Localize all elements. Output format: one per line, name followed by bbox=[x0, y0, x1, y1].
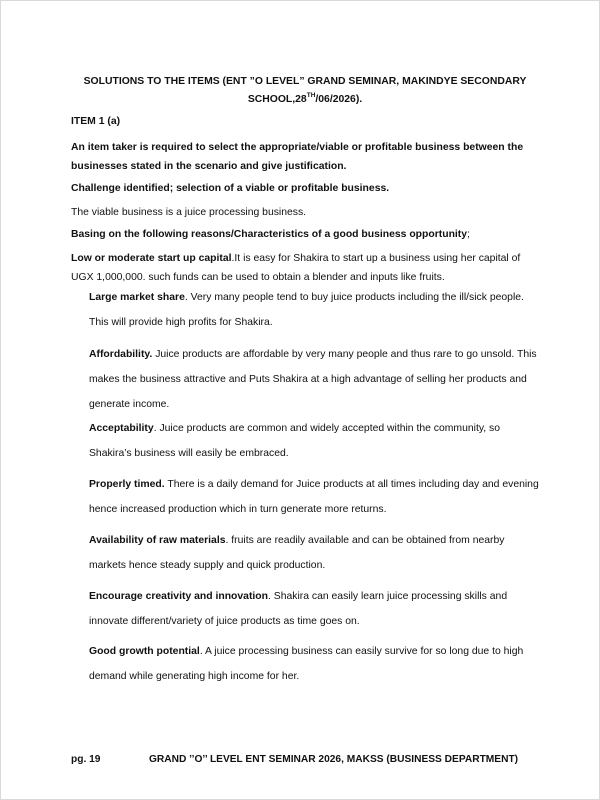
reason-title: Properly timed. bbox=[89, 479, 165, 490]
reason-low-capital-text: .It is easy for Shakira to start up a business using her capital of UGX 1,000,000. such funds can be used to obtain a blender and inputs like fruits. bbox=[71, 253, 521, 283]
reasons-heading-text: Basing on the following reasons/Characteristics of a good business opportunity bbox=[71, 229, 468, 240]
reason-growth-potential bbox=[89, 639, 541, 689]
reason-market-share bbox=[89, 285, 541, 335]
reason-creativity bbox=[89, 584, 541, 634]
reason-text: Juice products are affordable by very many people and thus rare to go unsold. This makes the business attractive and Puts Shakira at a high advantage of selling her products and generate income. bbox=[89, 349, 537, 410]
reason-low-capital-title: Low or moderate start up capital bbox=[71, 253, 232, 264]
reason-text: . Juice products are common and widely accepted within the community, so Shakira’s business will easily be embraced. bbox=[89, 423, 501, 459]
reasons-heading bbox=[71, 225, 541, 244]
reason-raw-materials bbox=[89, 528, 541, 578]
reason-title: Encourage creativity and innovation bbox=[89, 591, 268, 602]
page-number: pg. 19 bbox=[71, 754, 101, 765]
task-statement: An item taker is required to select the appropriate/viable or profitable business between the businesses stated in the scenario and give justification. bbox=[71, 142, 524, 172]
footer-text: GRAND ’’O’’ LEVEL ENT SEMINAR 2026, MAKSS (BUSINESS DEPARTMENT) bbox=[149, 754, 519, 765]
reason-title: Good growth potential bbox=[89, 646, 200, 657]
reason-low-capital bbox=[71, 249, 541, 287]
reason-text: . Shakira can easily learn juice processing skills and innovate different/variety of juice products as time goes on. bbox=[89, 591, 508, 627]
reason-title: Availability of raw materials bbox=[89, 535, 226, 546]
reason-affordability bbox=[89, 342, 541, 417]
title-date-tail: /06/2026). bbox=[315, 94, 363, 105]
challenge-identified: Challenge identified; selection of a viable or profitable business. bbox=[71, 183, 390, 194]
reasons-heading-punct: ; bbox=[467, 229, 470, 240]
reason-title: Affordability. bbox=[89, 349, 153, 360]
item-heading: ITEM 1 (a) bbox=[71, 116, 121, 127]
reason-acceptability bbox=[89, 416, 541, 466]
page-title bbox=[71, 73, 539, 109]
reason-title: Acceptability bbox=[89, 423, 154, 434]
reason-text: There is a daily demand for Juice products at all times including day and evening hence increased production which in turn generate more returns. bbox=[89, 479, 539, 515]
title-superscript: TH bbox=[306, 91, 316, 99]
reason-text: . fruits are readily available and can be obtained from nearby markets hence steady supply and quick production. bbox=[89, 535, 505, 571]
reason-title: Large market share bbox=[89, 292, 185, 303]
reason-properly-timed bbox=[89, 472, 541, 522]
viable-business-statement: The viable business is a juice processing business. bbox=[71, 207, 307, 218]
reason-text: . A juice processing business can easily survive for so long due to high demand while generating high income for her. bbox=[89, 646, 524, 682]
title-text: SOLUTIONS TO THE ITEMS (ENT ”O LEVEL” GRAND SEMINAR, MAKINDYE SECONDARY SCHOOL,28 bbox=[83, 76, 527, 105]
reason-text: . Very many people tend to buy juice products including the ill/sick people. This will provide high profits for Shakira. bbox=[89, 292, 524, 328]
